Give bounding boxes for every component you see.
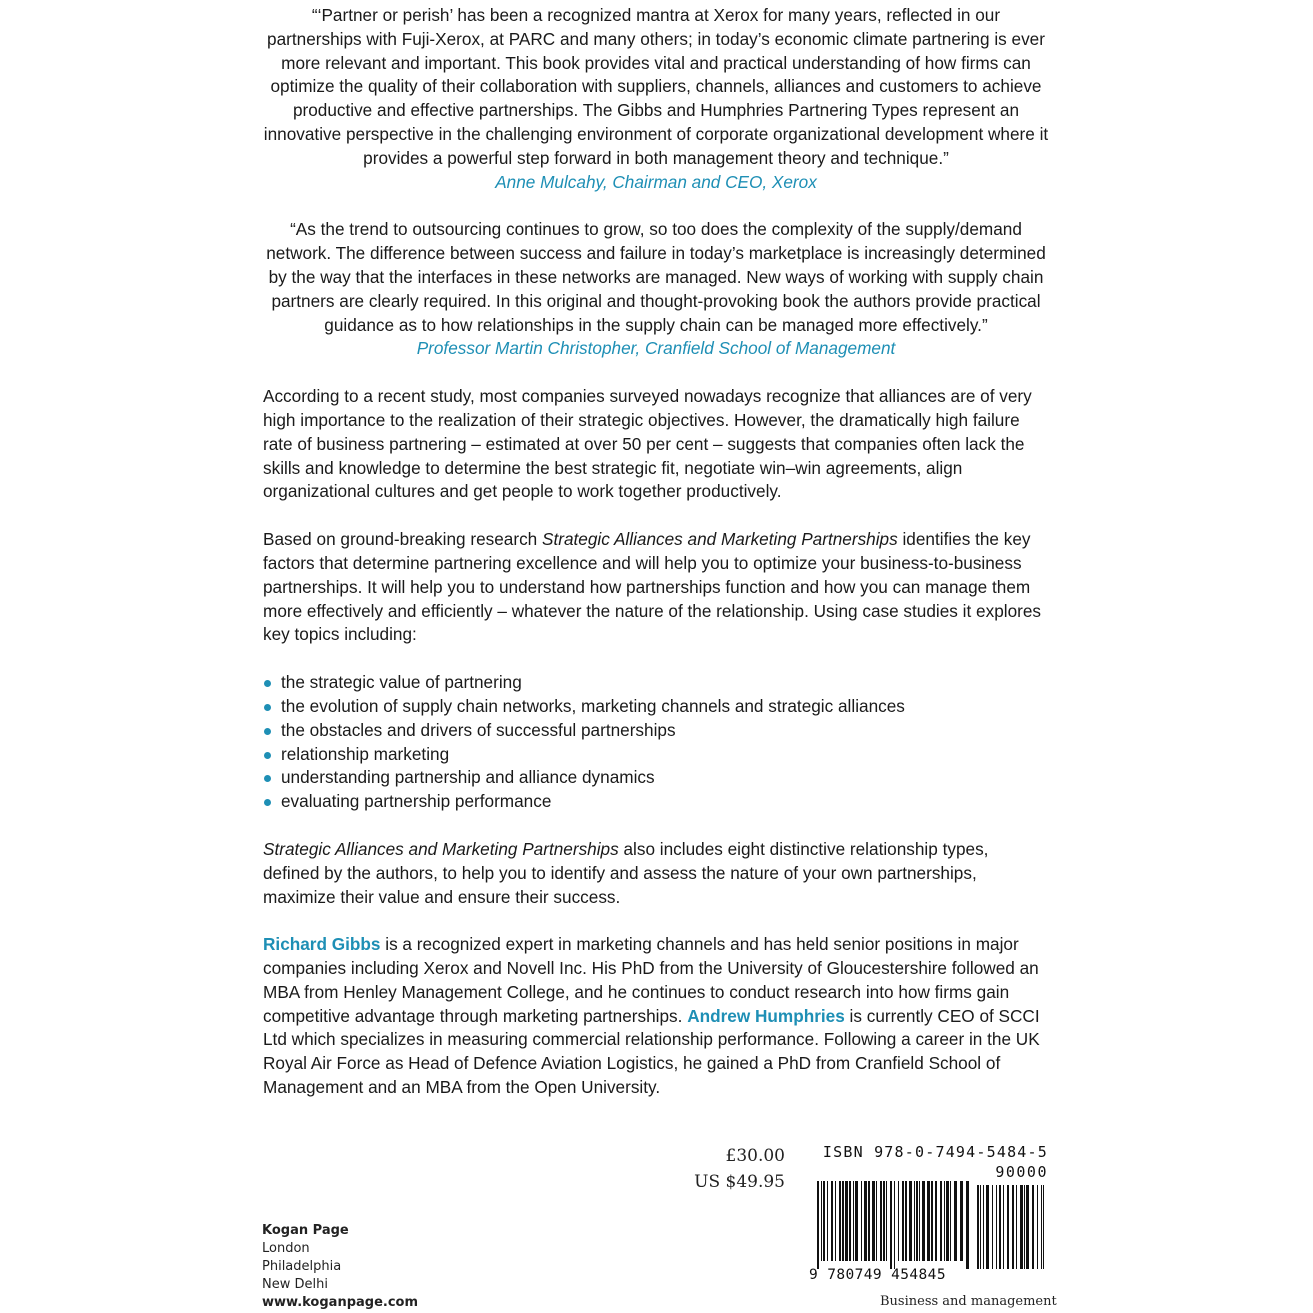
- research-paragraph: [263, 528, 1049, 647]
- list-item: the obstacles and drivers of successful partnerships: [263, 719, 1049, 743]
- isbn-barcode: [803, 1143, 1053, 1293]
- list-item: the evolution of supply chain networks, marketing channels and strategic alliances: [263, 695, 1049, 719]
- quote-xerox: “‘Partner or perish’ has been a recognized mantra at Xerox for many years, reflected in our partnerships with Fuji-Xerox, at PARC and many others; in today’s economic climate partnering is ever more relevant and important. This book provides vital and practical understanding of how firms can optimize the quality of their collaboration with suppliers, channels, alliances and customers to achieve productive and effective partnerships. The Gibbs and Humphries Partnering Types represent an innovative perspective in the challenging environment of corporate organizational development where it provides a powerful step forward in both management theory and technique.”: [263, 5, 1049, 168]
- back-cover-text: [263, 4, 1049, 1100]
- quote-attribution-xerox: Anne Mulcahy, Chairman and CEO, Xerox: [495, 171, 817, 192]
- list-item: evaluating partnership performance: [263, 790, 1049, 814]
- publisher-city: Philadelphia: [262, 1259, 342, 1274]
- barcode-icon: [817, 1181, 1047, 1269]
- publisher-city: London: [262, 1241, 310, 1256]
- quote-cranfield: “As the trend to outsourcing continues to grow, so too does the complexity of the supply/demand network. The difference between success and failure in today’s marketplace is increasingly determined by the way that the interfaces in these networks are managed. New ways of working with supply chain partners are clearly required. In this original and thought-provoking book the authors provide practical guidance as to how relationships in the supply chain can be managed more effectively.”: [266, 219, 1046, 335]
- list-item: relationship marketing: [263, 743, 1049, 767]
- research-text-before: Based on ground-breaking research: [263, 529, 542, 550]
- isbn-label: ISBN 978-0-7494-5484-5: [822, 1143, 1048, 1161]
- price-block: [694, 1143, 785, 1195]
- list-item: understanding partnership and alliance dynamics: [263, 766, 1049, 790]
- types-text: also includes eight distinctive relationship types, defined by the authors, to help you to identify and assess the nature of your own partnerships, maximize their value and ensure their success.: [263, 838, 989, 907]
- author-name-humphries: Andrew Humphries: [687, 1005, 845, 1026]
- book-title: Strategic Alliances and Marketing Partnerships: [263, 838, 619, 859]
- author-name-gibbs: Richard Gibbs: [263, 934, 381, 955]
- research-text-after: identifies the key factors that determine partnering excellence and will help you to optimize your business-to-business partnerships. It will help you to understand how partnerships function and how you can manage them more effectively and efficiently – whatever the nature of the relationship. Using case studies it explores key topics including:: [263, 529, 1042, 645]
- publisher-website: www.koganpage.com: [262, 1295, 419, 1310]
- publisher-block: [262, 1222, 418, 1312]
- ean-number: 9 780749 454845: [809, 1267, 946, 1283]
- list-item: the strategic value of partnering: [263, 671, 1049, 695]
- quote-attribution-cranfield: Professor Martin Christopher, Cranfield School of Management: [416, 338, 896, 359]
- price-usd: US $49.95: [694, 1172, 785, 1192]
- publisher-city: New Delhi: [262, 1277, 328, 1292]
- barcode-addon-number: 90000: [995, 1163, 1048, 1181]
- topics-list: [263, 671, 1049, 814]
- intro-paragraph: According to a recent study, most companies surveyed nowadays recognize that alliances are of very high importance to the realization of their strategic objectives. However, the dramatically high failure rate of business partnering – estimated at over 50 per cent – suggests that companies often lack the skills and knowledge to determine the best strategic fit, negotiate win–win agreements, align organizational cultures and get people to work together productively.: [263, 386, 1032, 502]
- book-title: Strategic Alliances and Marketing Partnerships: [542, 529, 898, 550]
- author-bio-humphries: is currently CEO of SCCI Ltd which specializes in measuring commercial relationship performance. Following a career in the UK Royal Air Force as Head of Defence Aviation Logistics, he gained a PhD from Cranfield School of Management and an MBA from the Open University.: [263, 1005, 1040, 1098]
- price-gbp: £30.00: [725, 1146, 785, 1166]
- publisher-name: Kogan Page: [262, 1223, 349, 1238]
- category-label: Business and management: [880, 1294, 1057, 1309]
- types-paragraph: [263, 838, 1049, 909]
- authors-paragraph: [263, 933, 1049, 1100]
- author-bio-gibbs: is a recognized expert in marketing channels and has held senior positions in major companies including Xerox and Novell Inc. His PhD from the University of Gloucestershire followed an MBA from Henley Management College, and he continues to conduct research into how firms gain competitive advantage through marketing partnerships.: [263, 934, 1039, 1026]
